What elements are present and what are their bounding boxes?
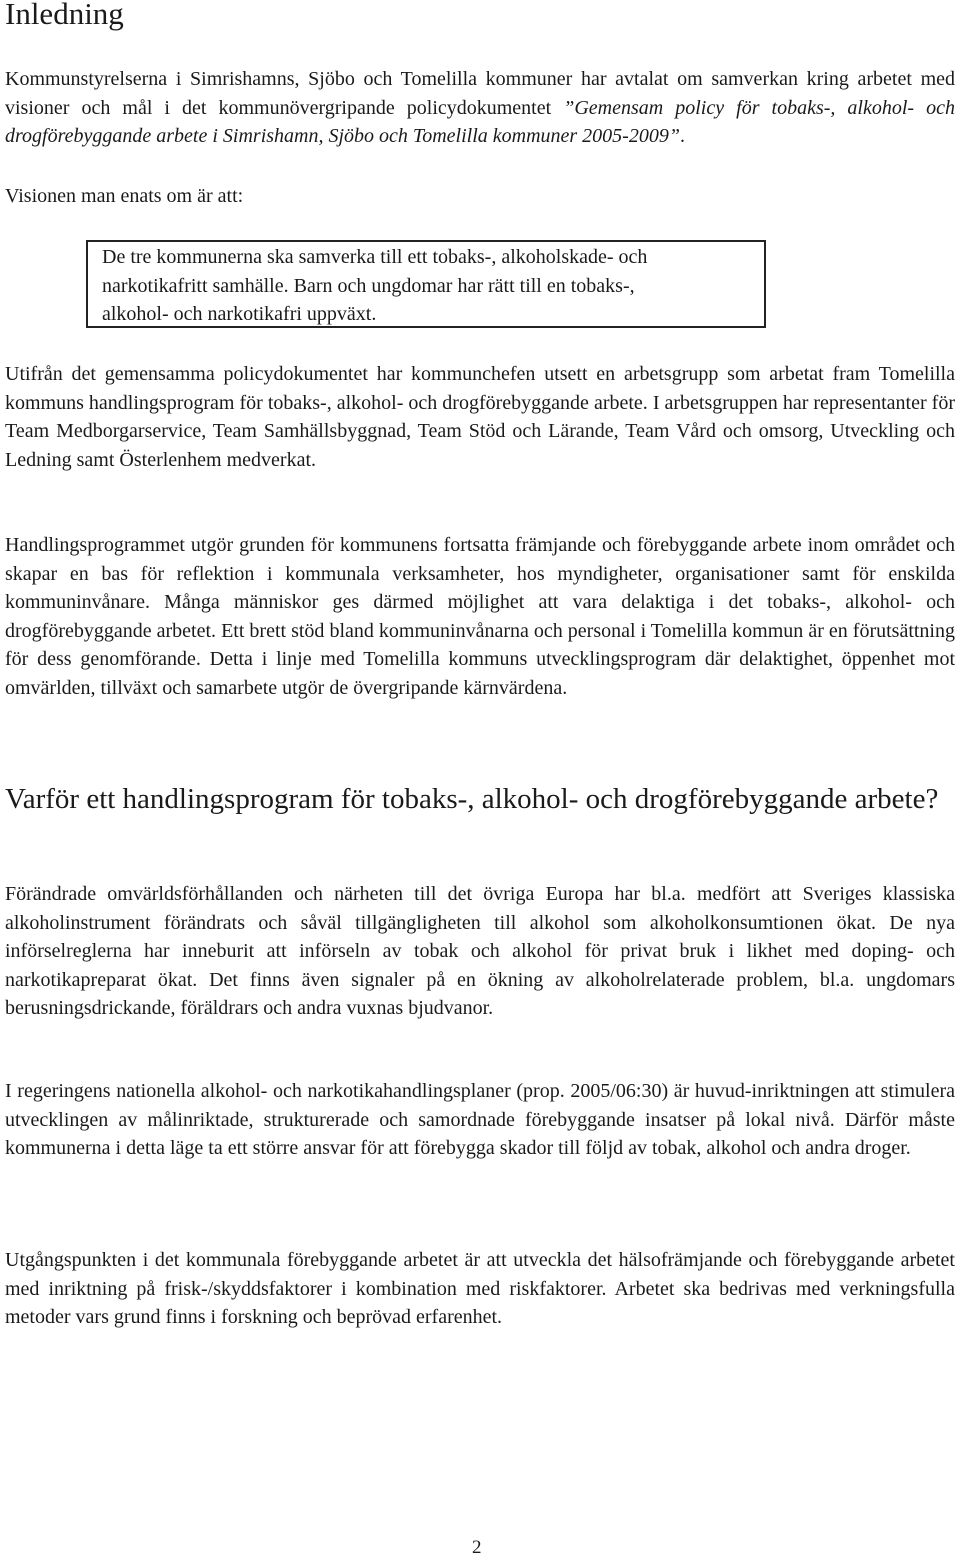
- section-heading: Varför ett handlingsprogram för tobaks-, alkohol- och drogförebyggande arbete?: [5, 783, 939, 815]
- vision-line-2: narkotikafritt samhälle. Barn och ungdomar har rätt till en tobaks-,: [102, 274, 635, 297]
- paragraph-starting-point: Utgångspunkten i det kommunala förebyggande arbetet är att utveckla det hälsofrämjande och förebyggande arbetet med inriktning på frisk-/skyddsfaktorer i kombination med riskfaktorer. Arbetet ska bedrivas med verkningsfulla metoder vars grund finns i forskning och beprövad erfarenhet.: [5, 1249, 955, 1329]
- paragraph-national-plans: I regeringens nationella alkohol- och narkotikahandlingsplaner (prop. 2005/06:30) är huvud-inriktningen att stimulera utvecklingen av målinriktade, strukturerade och samordnade förebyggande insatser på lokal nivå. Därför måste kommunerna i detta läge ta ett större ansvar för att förebygga skador till följd av tobak, alkohol och andra droger.: [5, 1080, 955, 1160]
- intro-paragraph: [5, 65, 955, 151]
- policy-title: ”Gemensam policy för tobaks-, alkohol- och drogförebyggande arbete i Simrishamn, Sjöbo och Tomelilla kommuner 2005-2009”: [5, 96, 955, 148]
- intro-end: .: [679, 125, 685, 148]
- page-number: 2: [472, 1537, 482, 1558]
- paragraph-working-group: Utifrån det gemensamma policydokumentet har kommunchefen utsett en arbetsgrupp som arbetat fram Tomelilla kommuns handlingsprogram för tobaks-, alkohol- och drogförebyggande arbete. I arbetsgruppen har representanter för Team Medborgarservice, Team Samhällsbyggnad, Team Stöd och Lärande, Team Vård och omsorg, Utveckling och Ledning samt Österlenhem medverkat.: [5, 363, 955, 471]
- paragraph-changed-conditions: Förändrade omvärldsförhållanden och närheten till det övriga Europa har bl.a. medfört att Sveriges klassiska alkoholinstrument förändrats och såväl tillgängligheten till alkohol som alkoholkonsumtionen ökat. De nya införselreglerna har inneburit att införseln av tobak och alkohol för privat bruk i likhet med doping- och narkotikapreparat ökat. Det finns även signaler på en ökning av alkoholrelaterade problem, bl.a. ungdomars berusningsdrickande, föräldrars och andra vuxnas bjudvanor.: [5, 883, 955, 1020]
- vision-box: [86, 240, 766, 328]
- vision-line-1: De tre kommunerna ska samverka till ett tobaks-, alkoholskade- och: [102, 246, 648, 268]
- paragraph-program-basis: Handlingsprogrammet utgör grunden för kommunens fortsatta främjande och förebyggande arbete inom området och skapar en bas för reflektion i kommunala verksamheter, hos myndigheter, organisationer samt för enskilda kommuninvånare. Många människor ges därmed möjlighet att vara delaktiga i det tobaks-, alkohol- och drogförebyggande arbetet. Ett brett stöd bland kommuninvånarna och personal i Tomelilla kommun är en förutsättning för dess genomförande. Detta i linje med Tomelilla kommuns utvecklingsprogram där delaktighet, öppenhet mot omvärlden, tillväxt och samarbete utgör de övergripande kärnvärdena.: [5, 534, 955, 699]
- page-heading: Inledning: [5, 0, 124, 31]
- intro-text: Kommunstyrelserna i Simrishamns, Sjöbo och Tomelilla kommuner har avtalat om samverkan kring arbetet med visioner och mål i det kommunövergripande policydokumentet: [5, 68, 955, 119]
- vision-line-3: alkohol- och narkotikafri uppväxt.: [102, 303, 377, 325]
- vision-lead: Visionen man enats om är att:: [5, 185, 244, 207]
